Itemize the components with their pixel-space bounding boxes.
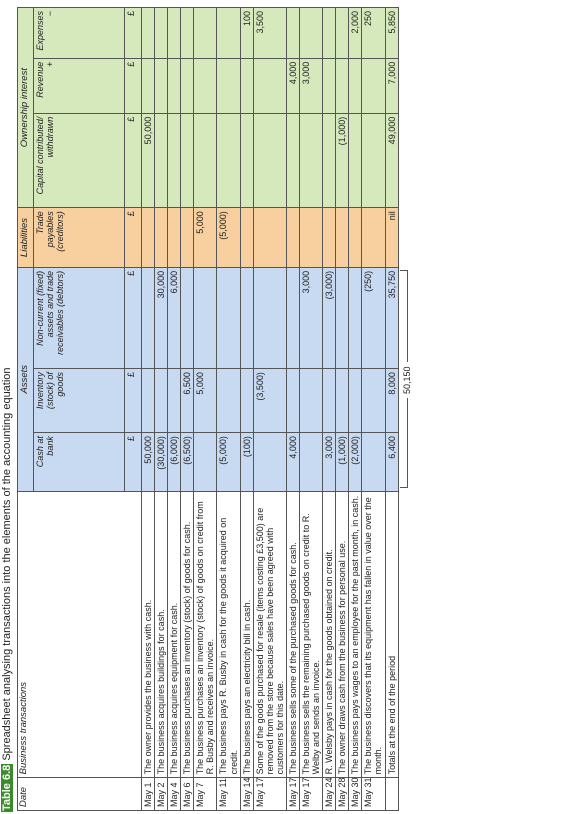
- payables-cell: [142, 208, 155, 268]
- noncurrent-cell: (3,000): [323, 267, 336, 368]
- noncurrent-cell: 3,000: [300, 267, 323, 368]
- cash-cell: (6,000): [168, 433, 181, 491]
- date-cell: May 1: [142, 778, 155, 811]
- cash-cell: (100): [240, 433, 253, 491]
- transaction-cell: The business pays wages to an employee for the past month, in cash.: [349, 491, 362, 778]
- inventory-cell: (3,500): [253, 369, 286, 433]
- assets-group-header: Assets: [18, 267, 34, 491]
- noncurrent-cell: [194, 267, 217, 368]
- revenue-cell: [240, 58, 253, 113]
- cash-cell: (30,000): [155, 433, 168, 491]
- cash-cell: 50,000: [142, 433, 155, 491]
- capital-cell: 50,000: [142, 113, 155, 207]
- noncurrent-cell: [217, 267, 240, 368]
- total-cash: 6,400: [385, 433, 398, 491]
- cash-cell: [300, 433, 323, 491]
- expenses-cell: [217, 8, 240, 59]
- inventory-cell: 6,500: [181, 369, 194, 433]
- revenue-sign: +: [45, 61, 56, 67]
- capital-cell: [253, 113, 286, 207]
- caption-label: Table 6.8: [1, 764, 13, 811]
- noncurrent-cell: [336, 267, 349, 368]
- expenses-cell: [300, 8, 323, 59]
- table-row: [286, 8, 299, 811]
- currency-noncurrent: £: [125, 267, 142, 368]
- expenses-cell: [142, 8, 155, 59]
- capital-cell: [155, 113, 168, 207]
- transaction-cell: The business pays an electricity bill in cash.: [240, 491, 253, 778]
- date-cell: May 31: [362, 778, 385, 811]
- date-cell: May 17: [300, 778, 323, 811]
- table-row: [300, 8, 323, 811]
- transaction-cell: The business purchases an inventory (stock) of goods on credit from R. Busby and receives an invoice.: [194, 491, 217, 778]
- payables-cell: [349, 208, 362, 268]
- noncurrent-cell: [253, 267, 286, 368]
- inventory-cell: [168, 369, 181, 433]
- currency-inventory: £: [125, 369, 142, 433]
- capital-cell: [349, 113, 362, 207]
- transaction-cell: The owner draws cash from the business for personal use.: [336, 491, 349, 778]
- capital-cell: [286, 113, 299, 207]
- table-row: [217, 8, 240, 811]
- capital-cell: [323, 113, 336, 207]
- expenses-cell: [194, 8, 217, 59]
- capital-cell: [168, 113, 181, 207]
- cash-cell: 4,000: [286, 433, 299, 491]
- currency-capital: £: [125, 113, 142, 207]
- total-expenses: 5,850: [385, 8, 398, 59]
- expenses-cell: 2,000: [349, 8, 362, 59]
- table-row: [253, 8, 286, 811]
- date-cell: May 17: [286, 778, 299, 811]
- expenses-label: Expenses: [35, 11, 45, 51]
- date-cell: May 14: [240, 778, 253, 811]
- payables-cell: (5,000): [217, 208, 240, 268]
- currency-cash: £: [125, 433, 142, 491]
- payables-cell: 5,000: [194, 208, 217, 268]
- transaction-cell: The business sells some of the purchased goods for cash.: [286, 491, 299, 778]
- noncurrent-cell: [181, 267, 194, 368]
- transaction-cell: The owner provides the business with cash.: [142, 491, 155, 778]
- table-row: [181, 8, 194, 811]
- inventory-cell: [349, 369, 362, 433]
- capital-cell: [362, 113, 385, 207]
- capital-cell: [217, 113, 240, 207]
- inventory-cell: [142, 369, 155, 433]
- table-row: [362, 8, 385, 811]
- revenue-cell: [181, 58, 194, 113]
- payables-cell: [155, 208, 168, 268]
- date-cell: May 17: [253, 778, 286, 811]
- ownership-group-header: Ownership interest: [18, 8, 34, 208]
- table-row: [336, 8, 349, 811]
- capital-cell: (1,000): [336, 113, 349, 207]
- date-cell: May 28: [336, 778, 349, 811]
- payables-cell: [362, 208, 385, 268]
- transaction-cell: Some of the goods purchased for resale (items costing £3,500) are removed from the store because sales have been agreed with customers for this date.: [253, 491, 286, 778]
- date-cell: May 7: [194, 778, 217, 811]
- transaction-cell: The business purchases an inventory (stock) of goods for cash.: [181, 491, 194, 778]
- payables-cell: [286, 208, 299, 268]
- expenses-cell: [168, 8, 181, 59]
- noncurrent-cell: [349, 267, 362, 368]
- capital-cell: [194, 113, 217, 207]
- expenses-cell: [286, 8, 299, 59]
- payables-cell: [300, 208, 323, 268]
- total-payables: nil: [385, 208, 398, 268]
- totals-label: Totals at the end of the period: [385, 491, 398, 778]
- inventory-cell: [336, 369, 349, 433]
- capital-cell: [240, 113, 253, 207]
- revenue-cell: [194, 58, 217, 113]
- accounting-table: [17, 7, 399, 811]
- capital-cell: [181, 113, 194, 207]
- inventory-cell: [323, 369, 336, 433]
- inventory-cell: [300, 369, 323, 433]
- transaction-cell: R. Welsby pays in cash for the goods obtained on credit.: [323, 491, 336, 778]
- expenses-cell: 3,500: [253, 8, 286, 59]
- noncurrent-cell: [240, 267, 253, 368]
- table-row: [349, 8, 362, 811]
- table-row: [142, 8, 155, 811]
- payables-cell: [323, 208, 336, 268]
- revenue-header: [34, 58, 125, 113]
- cash-cell: [253, 433, 286, 491]
- total-inventory: 8,000: [385, 369, 398, 433]
- date-cell: May 11: [217, 778, 240, 811]
- total-noncurrent: 35,750: [385, 267, 398, 368]
- table-row: [168, 8, 181, 811]
- expenses-header: [34, 8, 125, 59]
- table-caption: [1, 367, 13, 812]
- payables-cell: [168, 208, 181, 268]
- revenue-cell: 4,000: [286, 58, 299, 113]
- expenses-cell: [181, 8, 194, 59]
- inventory-cell: [217, 369, 240, 433]
- currency-revenue: £: [125, 58, 142, 113]
- payables-cell: [240, 208, 253, 268]
- caption-text: Spreadsheet analysing transactions into the elements of the accounting equation: [1, 367, 13, 761]
- date-cell: May 4: [168, 778, 181, 811]
- revenue-cell: [362, 58, 385, 113]
- total-revenue: 7,000: [385, 58, 398, 113]
- cash-cell: (2,000): [349, 433, 362, 491]
- inventory-cell: [286, 369, 299, 433]
- revenue-cell: [168, 58, 181, 113]
- business-transactions-header: Business transactions: [18, 491, 142, 778]
- date-header: Date: [18, 778, 142, 811]
- date-cell: May 24: [323, 778, 336, 811]
- noncurrent-cell: 6,000: [168, 267, 181, 368]
- inventory-cell: [362, 369, 385, 433]
- payables-cell: [181, 208, 194, 268]
- noncurrent-cell: (250): [362, 267, 385, 368]
- transaction-cell: The business sells the remaining purchased goods on credit to R. Welby and sends an invoice.: [300, 491, 323, 778]
- expenses-cell: 100: [240, 8, 253, 59]
- liabilities-group-header: Liabilities: [18, 208, 34, 268]
- table-row: [194, 8, 217, 811]
- totals-row: [385, 8, 398, 811]
- table-row: [240, 8, 253, 811]
- transaction-cell: The business pays R. Busby in cash for the goods it acquired on credit.: [217, 491, 240, 778]
- transaction-cell: The business acquires equipment for cash.: [168, 491, 181, 778]
- date-cell: May 6: [181, 778, 194, 811]
- noncurrent-header: Non-current (fixed) assets and trade receivables (debtors): [34, 267, 125, 368]
- transaction-cell: The business discovers that its equipment has fallen in value over the month.: [362, 491, 385, 778]
- date-cell: May 30: [349, 778, 362, 811]
- noncurrent-cell: [286, 267, 299, 368]
- payables-cell: [253, 208, 286, 268]
- revenue-cell: [349, 58, 362, 113]
- date-cell: May 2: [155, 778, 168, 811]
- cash-cell: [362, 433, 385, 491]
- cash-cell: [194, 433, 217, 491]
- expenses-cell: [336, 8, 349, 59]
- cash-cell: (1,000): [336, 433, 349, 491]
- transaction-cell: The business acquires buildings for cash.: [155, 491, 168, 778]
- capital-cell: [300, 113, 323, 207]
- noncurrent-cell: [142, 267, 155, 368]
- expenses-cell: 250: [362, 8, 385, 59]
- assets-total-label: 50,150: [402, 362, 412, 398]
- table-row: [323, 8, 336, 811]
- inventory-cell: [155, 369, 168, 433]
- revenue-cell: [336, 58, 349, 113]
- inventory-header: Inventory (stock) of goods: [34, 369, 125, 433]
- payables-cell: [336, 208, 349, 268]
- totals-date-cell: [385, 778, 398, 811]
- capital-header: Capital contributed/ withdrawn: [34, 113, 125, 207]
- cash-cell: (5,000): [217, 433, 240, 491]
- cash-cell: 3,000: [323, 433, 336, 491]
- revenue-cell: [253, 58, 286, 113]
- inventory-cell: [240, 369, 253, 433]
- revenue-cell: 3,000: [300, 58, 323, 113]
- total-capital: 49,000: [385, 113, 398, 207]
- revenue-label: Revenue: [35, 61, 45, 98]
- cash-header: Cash at bank: [34, 433, 125, 491]
- expenses-sign: −: [45, 11, 56, 17]
- inventory-cell: 5,000: [194, 369, 217, 433]
- revenue-cell: [217, 58, 240, 113]
- payables-header: Trade payables (creditors): [34, 208, 125, 268]
- expenses-cell: [155, 8, 168, 59]
- table-row: [155, 8, 168, 811]
- currency-expenses: £: [125, 8, 142, 59]
- expenses-cell: [323, 8, 336, 59]
- revenue-cell: [142, 58, 155, 113]
- revenue-cell: [155, 58, 168, 113]
- currency-payables: £: [125, 208, 142, 268]
- noncurrent-cell: 30,000: [155, 267, 168, 368]
- revenue-cell: [323, 58, 336, 113]
- cash-cell: (6,500): [181, 433, 194, 491]
